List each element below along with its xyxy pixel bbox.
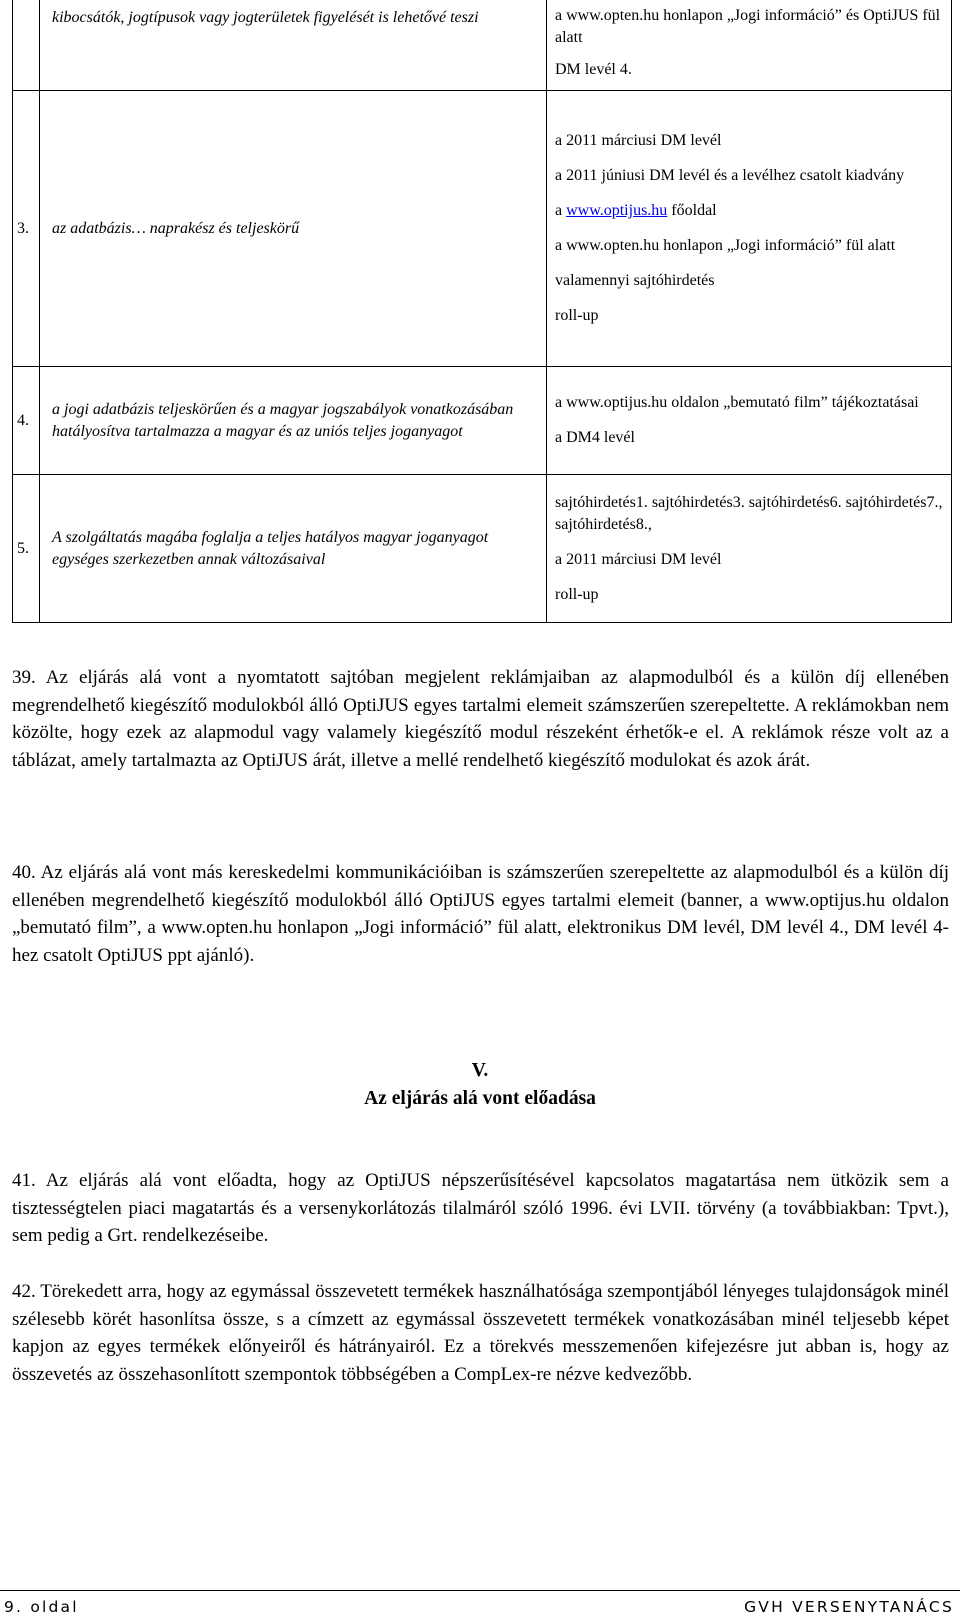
- section-numeral: V.: [471, 1060, 489, 1081]
- source-cell: [547, 91, 952, 367]
- source-item: roll-up: [555, 307, 599, 324]
- source-cell: [547, 0, 952, 91]
- source-item: a 2011 márciusi DM levél: [555, 132, 722, 149]
- paragraph-41: [12, 1167, 949, 1250]
- source-item: a www.optijus.hu oldalon „bemutató film” tájékoztatásai: [555, 394, 919, 411]
- source-item: a 2011 júniusi DM levél és a levélhez csatolt kiadvány: [555, 167, 905, 184]
- row-number-cell: [13, 0, 40, 91]
- paragraph-number: 40.: [12, 862, 36, 883]
- optijus-link[interactable]: www.optijus.hu: [566, 202, 668, 219]
- source-item: a www.opten.hu honlapon „Jogi információ” és OptiJUS fül alatt: [555, 7, 941, 46]
- source-item: a DM4 levél: [555, 429, 635, 446]
- claim-cell: a jogi adatbázis teljeskörűen és a magyar jogszabályok vonatkozásában hatályosítva tartalmazza a magyar és az uniós teljes joganyagot: [40, 367, 547, 475]
- paragraph-number: 39.: [12, 667, 36, 688]
- paragraph-number: 41.: [12, 1170, 36, 1191]
- source-prefix: a: [555, 202, 567, 219]
- paragraph-text: Törekedett arra, hogy az egymással összevetett termékek használhatósága szempontjából lényeges tulajdonságok minél szélesebb körét hasonlítsa össze, s a címzett az egymással összevetett termékek vonatkozásában minél teljesebb képet kapjon az egyes termékek előnyeiről és hátrányairól. Ez a törekvés messzemenően kifejezésre jut abban is, hogy az összevetés az összehasonlított szempontok többségében a CompLex-re nézve kedvezőbb.: [12, 1281, 949, 1385]
- table-row: [13, 91, 952, 367]
- source-cell: [547, 367, 952, 475]
- table-row: [13, 367, 952, 475]
- row-number: 5.: [13, 475, 40, 623]
- table-row: [13, 475, 952, 623]
- claim-cell: kibocsátók, jogtípusok vagy jogterületek figyelését is lehetővé teszi: [40, 0, 547, 91]
- claims-table: [12, 0, 952, 623]
- source-item: a www.opten.hu honlapon „Jogi információ” fül alatt: [555, 237, 896, 254]
- paragraph-40: [12, 859, 949, 969]
- page-number: 9. oldal: [4, 1598, 79, 1616]
- source-item: a 2011 márciusi DM levél: [555, 550, 722, 568]
- claim-cell: A szolgáltatás magába foglalja a teljes hatályos magyar joganyagot egységes szerkezetben annak változásaival: [40, 475, 547, 623]
- footer-organization: GVH VERSENYTANÁCS: [744, 1598, 954, 1616]
- source-item: DM levél 4.: [555, 61, 632, 78]
- source-item: [555, 200, 943, 222]
- source-item: valamennyi sajtóhirdetés: [555, 272, 715, 289]
- paragraph-42: [12, 1278, 949, 1388]
- row-number: 4.: [13, 367, 40, 475]
- paragraph-number: 42.: [12, 1281, 36, 1302]
- paragraph-39: [12, 664, 949, 774]
- row-number: 3.: [13, 91, 40, 367]
- source-cell: [547, 475, 952, 623]
- claim-cell: az adatbázis… naprakész és teljeskörű: [40, 91, 547, 367]
- source-item: roll-up: [555, 585, 599, 603]
- paragraph-text: Az eljárás alá vont a nyomtatott sajtóban megjelent reklámjaiban az alapmodulból és a külön díj ellenében megrendelhető kiegészítő modulokból álló OptiJUS egyes tartalmi elemeit számszerűen szerepeltette. A reklámokban nem közölte, hogy ezek az alapmodul vagy valamely kiegészítő modul részeként érhetők-e el. A reklámok része volt az a táblázat, amely tartalmazta az OptiJUS árát, illetve a mellé rendelhető kiegészítő modulokat és azok árát.: [12, 667, 949, 771]
- paragraph-text: Az eljárás alá vont előadta, hogy az OptiJUS népszerűsítésével kapcsolatos magatartása nem ütközik sem a tisztességtelen piaci magatartás és a versenykorlátozás tilalmáról szóló 1996. évi LVII. törvény (a továbbiakban: Tpvt.), sem pedig a Grt. rendelkezéseibe.: [12, 1170, 949, 1246]
- paragraph-text: Az eljárás alá vont más kereskedelmi kommunikációiban is számszerűen szerepeltette az alapmodulból és a külön díj ellenében megrendelhető kiegészítő modulokból álló OptiJUS egyes tartalmi elemeit (banner, a www.optijus.hu oldalon „bemutató film”, a www.opten.hu honlapon „Jogi információ” fül alatt, elektronikus DM levél, DM levél 4., DM levél 4-hez csatolt OptiJUS ppt ajánló).: [12, 862, 950, 966]
- section-title: Az eljárás alá vont előadása: [364, 1088, 596, 1109]
- source-suffix: főoldal: [667, 202, 717, 219]
- footer-divider: [0, 1590, 960, 1591]
- source-item: sajtóhirdetés1. sajtóhirdetés3. sajtóhirdetés6. sajtóhirdetés7., sajtóhirdetés8.,: [555, 493, 943, 533]
- table-row: [13, 0, 952, 91]
